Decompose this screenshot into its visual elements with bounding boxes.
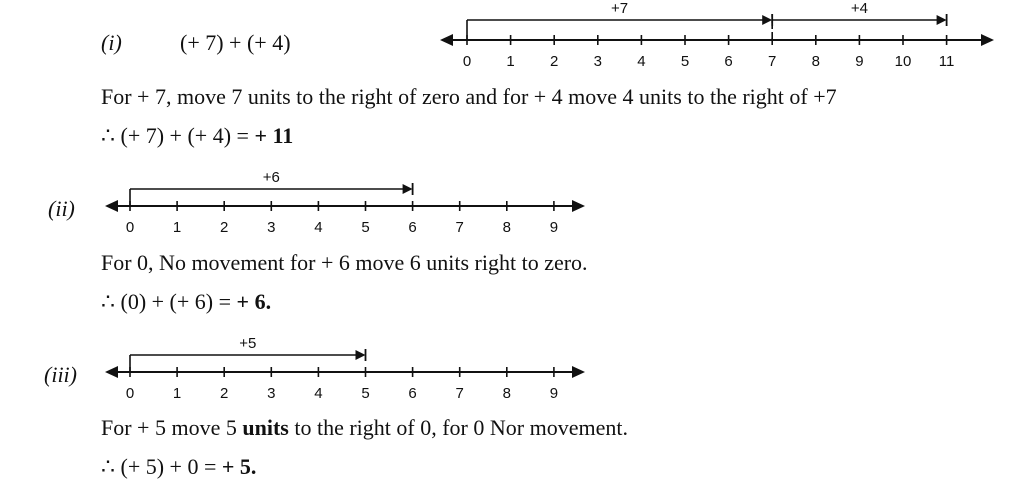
tick-label: 5 <box>361 219 370 236</box>
tick-label: 3 <box>267 219 276 236</box>
jump-arrowhead <box>356 350 366 360</box>
tick-label: 7 <box>455 219 464 236</box>
part-ii-result-prefix: ∴ (0) + (+ 6) = <box>101 289 237 314</box>
tick-label: 8 <box>811 53 820 70</box>
part-iii-explanation <box>101 417 628 439</box>
part-iii-result-prefix: ∴ (+ 5) + 0 = <box>101 454 222 479</box>
tick-label: 7 <box>455 385 464 402</box>
part-iii-explanation-bold: units <box>242 415 289 440</box>
tick-label: 11 <box>938 53 955 70</box>
tick-label: 2 <box>220 385 229 402</box>
part-i-label: (i) <box>101 30 122 55</box>
tick-label: 6 <box>724 53 733 70</box>
tick-label: 1 <box>506 53 515 70</box>
tick-label: 8 <box>502 219 511 236</box>
jump-label: +5 <box>239 335 257 352</box>
tick-label: 9 <box>855 53 864 70</box>
axis-arrow-left <box>105 366 118 378</box>
tick-label: 0 <box>125 219 135 236</box>
tick-label: 0 <box>125 385 135 402</box>
part-ii-explanation: For 0, No movement for + 6 move 6 units right to zero. <box>101 250 588 275</box>
part-ii-result-value: + 6. <box>236 289 272 314</box>
tick-label: 3 <box>593 53 602 70</box>
tick-label: 4 <box>314 219 323 236</box>
tick-label: 6 <box>408 385 417 402</box>
tick-label: 0 <box>462 53 472 70</box>
tick-label: 7 <box>768 53 777 70</box>
part-i-explanation: For + 7, move 7 units to the right of zero and for + 4 move 4 units to the right of +7 <box>101 84 837 109</box>
tick-label: 5 <box>361 385 370 402</box>
tick-label: 8 <box>502 385 511 402</box>
part-iii-result <box>101 456 256 478</box>
tick-label: 1 <box>172 385 182 402</box>
tick-label: 9 <box>549 219 559 236</box>
jump-label: +7 <box>611 0 629 17</box>
tick-label: 6 <box>408 219 417 236</box>
tick-label: 2 <box>220 219 229 236</box>
axis-arrow-right <box>572 366 585 378</box>
tick-label: 4 <box>314 385 323 402</box>
tick-label: 2 <box>550 53 559 70</box>
jump-label: +6 <box>262 169 280 186</box>
tick-label: 9 <box>549 385 559 402</box>
part-ii-label: (ii) <box>48 196 75 221</box>
jump-label: +4 <box>850 0 868 17</box>
part-i-result-prefix: ∴ (+ 7) + (+ 4) = <box>101 123 255 148</box>
part-i-expression: (+ 7) + (+ 4) <box>180 30 291 55</box>
part-iii-explanation-post: to the right of 0, for 0 Nor movement. <box>288 415 628 440</box>
part-iii-result-value: + 5. <box>221 454 257 479</box>
tick-label: 4 <box>637 53 646 70</box>
tick-label: 10 <box>894 53 912 70</box>
tick-label: 3 <box>267 385 276 402</box>
tick-label: 5 <box>680 53 690 70</box>
tick-label: 1 <box>172 219 182 236</box>
part-iii-label: (iii) <box>44 362 77 387</box>
part-iii-explanation-pre: For + 5 move 5 <box>101 415 243 440</box>
part-i-result-value: + 11 <box>254 123 294 148</box>
